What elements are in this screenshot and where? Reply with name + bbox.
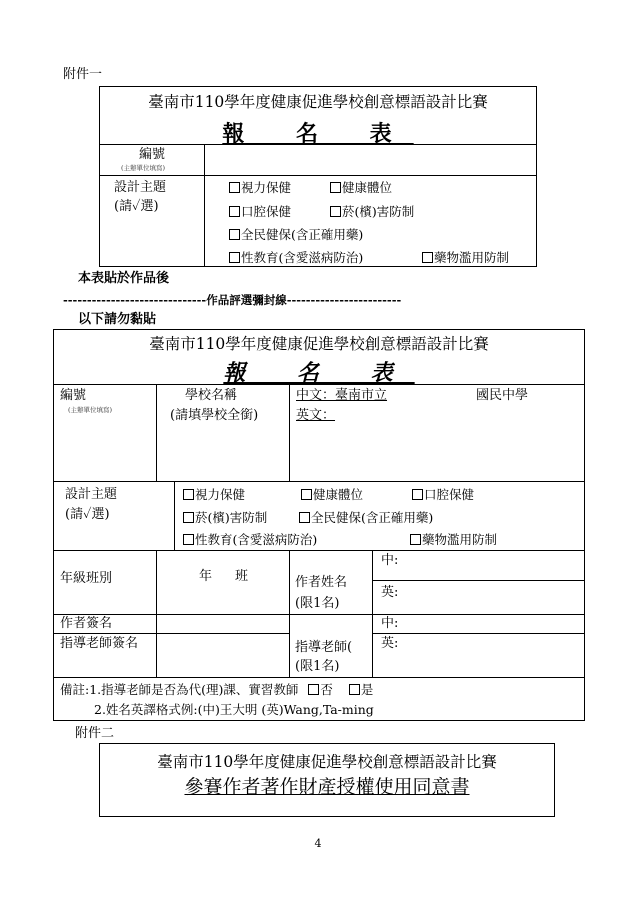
form-1-option-drug[interactable]: 藥物濫用防制 <box>422 250 509 266</box>
checkbox[interactable] <box>183 512 194 523</box>
form-2-heading: 報 名 表 <box>223 360 415 386</box>
teacher-name-label: 指導老師( <box>295 640 353 655</box>
grade-year-label: 年 <box>199 569 213 584</box>
form-1-theme-label: 設計主題 <box>114 180 167 195</box>
notes-line-1: 備註:1.指導老師是否為代(理)課、實習教師 否 是 <box>60 682 374 697</box>
teacher-name-chinese-field[interactable]: 中: <box>381 616 399 631</box>
form-1-option-vision[interactable]: 視力保健 <box>229 180 291 196</box>
checkbox[interactable] <box>412 489 423 500</box>
form-2-option-oral[interactable]: 口腔保健 <box>412 487 474 503</box>
teacher-name-english-field[interactable]: 英: <box>381 636 399 651</box>
attachment-1-form <box>99 86 537 267</box>
form-2-option-body[interactable]: 健康體位 <box>301 487 363 503</box>
form-1-option-tobacco[interactable]: 菸(檳)害防制 <box>330 204 414 220</box>
form-1-number-field[interactable] <box>206 145 534 173</box>
paste-note: 本表貼於作品後 <box>78 271 170 286</box>
attachment-2-label: 附件二 <box>75 726 115 741</box>
teacher-name-limit: (限1名) <box>295 659 340 674</box>
checkbox[interactable] <box>229 182 240 193</box>
form-2-title: 臺南市110學年度健康促進學校創意標語設計比賽 <box>149 335 489 353</box>
school-name-chinese-field[interactable]: 中文：臺南市立 國民中學 <box>296 388 529 403</box>
form-1-number-note: (主辦單位填寫) <box>121 164 166 172</box>
teacher-signature-label: 指導老師簽名 <box>60 636 139 651</box>
author-signature-label: 作者簽名 <box>60 616 113 631</box>
checkbox[interactable] <box>330 182 341 193</box>
form-2-number-label: 編號 <box>60 388 87 403</box>
school-name-english-field[interactable]: 英文： <box>296 408 336 423</box>
checkbox[interactable] <box>308 684 319 695</box>
checkbox[interactable] <box>349 684 360 695</box>
checkbox[interactable] <box>422 252 433 263</box>
no-glue-note: 以下請勿黏貼 <box>78 312 157 327</box>
form-2-theme-check-hint: (請✓選) <box>65 507 110 522</box>
form-2-option-vision[interactable]: 視力保健 <box>183 487 245 503</box>
author-name-label: 作者姓名 <box>295 575 348 590</box>
checkbox[interactable] <box>183 489 194 500</box>
form-2-option-drug[interactable]: 藥物濫用防制 <box>410 532 497 548</box>
form-2-option-insurance[interactable]: 全民健保(含正確用藥) <box>299 510 433 526</box>
form-1-title: 臺南市110學年度健康促進學校創意標語設計比賽 <box>148 93 488 111</box>
checkbox[interactable] <box>229 206 240 217</box>
registration-form-2 <box>53 329 585 721</box>
substitute-no-option[interactable]: 否 <box>308 682 333 697</box>
attachment-1-label: 附件一 <box>63 67 103 82</box>
form-1-heading: 報 名 表 <box>222 121 414 147</box>
form-1-theme-check-hint: (請✓選) <box>114 199 159 214</box>
school-name-hint: (請填學校全銜) <box>170 408 259 423</box>
form-2-option-tobacco[interactable]: 菸(檳)害防制 <box>183 510 267 526</box>
attachment-2-title: 臺南市110學年度健康促進學校創意標語設計比賽 <box>157 753 497 771</box>
attachment-2-box <box>99 743 555 817</box>
form-2-number-note: (主辦單位填寫) <box>68 406 113 414</box>
author-name-limit: (限1名) <box>295 596 340 611</box>
school-name-label: 學校名稱 <box>185 388 238 403</box>
form-1-option-sex-ed[interactable]: 性教育(含愛滋病防治) <box>229 250 363 266</box>
grade-class-unit-label: 班 <box>235 569 249 584</box>
checkbox[interactable] <box>229 252 240 263</box>
form-1-option-insurance[interactable]: 全民健保(含正確用藥) <box>229 227 363 243</box>
seal-line: ------------------------------作品評選彌封線------------------------ <box>63 293 402 307</box>
author-name-english-field[interactable]: 英: <box>381 585 399 600</box>
form-2-theme-label: 設計主題 <box>65 487 118 502</box>
author-signature-field[interactable] <box>158 615 287 632</box>
checkbox[interactable] <box>410 534 421 545</box>
checkbox[interactable] <box>301 489 312 500</box>
checkbox[interactable] <box>183 534 194 545</box>
grade-class-label: 年級班別 <box>60 571 113 586</box>
attachment-2-subtitle: 參賽作者著作財產授權使用同意書 <box>184 776 470 798</box>
page-number: 4 <box>314 837 322 850</box>
form-1-option-oral[interactable]: 口腔保健 <box>229 204 291 220</box>
form-1-number-label: 編號 <box>139 147 166 162</box>
checkbox[interactable] <box>229 229 240 240</box>
checkbox[interactable] <box>330 206 341 217</box>
notes-line-2: 2.姓名英譯格式例:(中)王大明 (英)Wang,Ta-ming <box>94 702 374 717</box>
form-2-option-sex-ed[interactable]: 性教育(含愛滋病防治) <box>183 532 317 548</box>
checkbox[interactable] <box>299 512 310 523</box>
substitute-yes-option[interactable]: 是 <box>349 682 374 697</box>
teacher-signature-field[interactable] <box>158 635 287 675</box>
form-1-option-body[interactable]: 健康體位 <box>330 180 392 196</box>
author-name-chinese-field[interactable]: 中: <box>381 553 399 568</box>
